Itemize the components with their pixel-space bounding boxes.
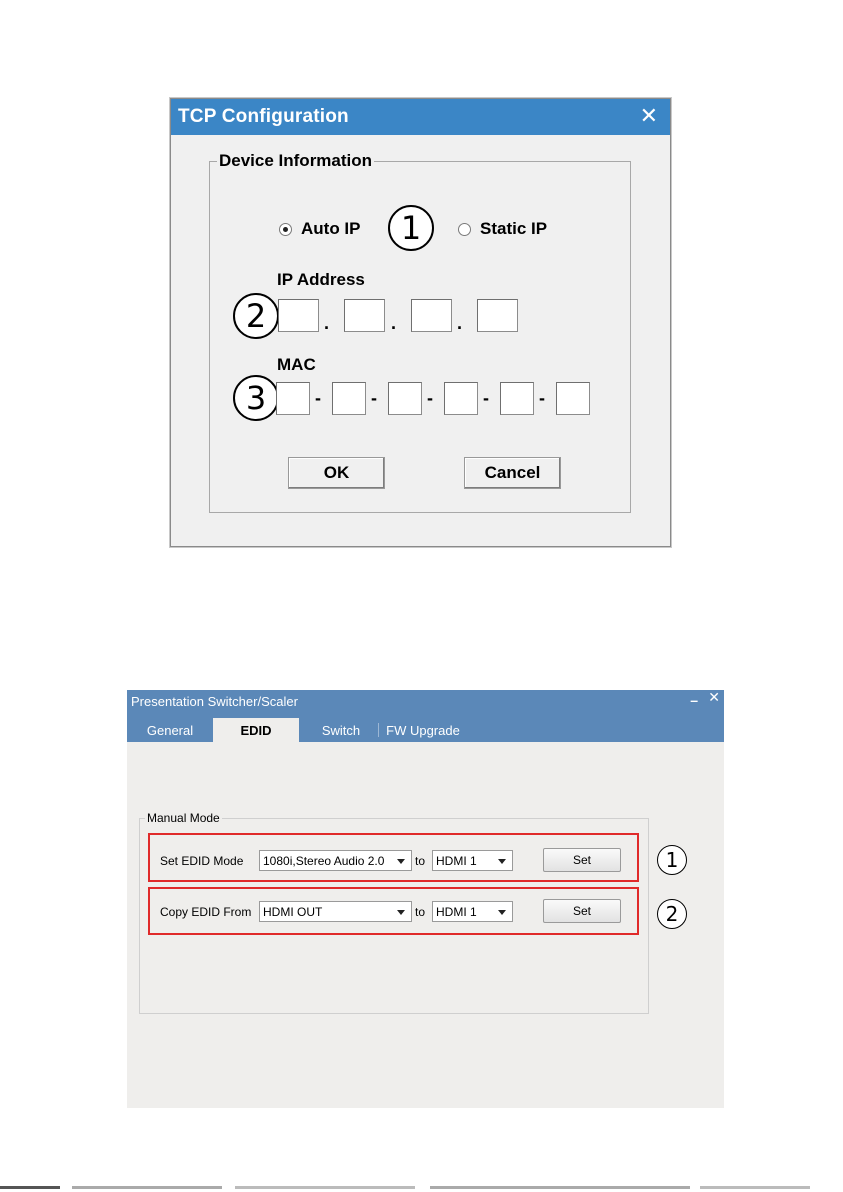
tab-edid[interactable]: EDID: [213, 718, 299, 742]
ip-octet-2-field[interactable]: [344, 299, 385, 332]
callout-1: 1: [388, 205, 434, 251]
copy-target-select[interactable]: [432, 901, 513, 922]
set-edid-mode-label: Set EDID Mode: [160, 854, 244, 868]
tab-fw-upgrade[interactable]: FW Upgrade: [386, 722, 460, 738]
auto-ip-label: Auto IP: [301, 219, 361, 238]
callout-2: 2: [657, 899, 687, 929]
mac-dash-separator: -: [427, 388, 433, 408]
mac-octet-4-field[interactable]: [444, 382, 478, 415]
chevron-down-icon: [498, 859, 506, 864]
to-label: to: [415, 905, 426, 919]
ok-button[interactable]: OK: [288, 457, 385, 489]
chevron-down-icon: [397, 910, 405, 915]
ip-address-label: IP Address: [277, 270, 365, 289]
set-edid-button[interactable]: Set: [543, 848, 621, 872]
tcp-titlebar: [171, 99, 670, 135]
auto-ip-radio[interactable]: [279, 219, 361, 239]
mac-label: MAC: [277, 355, 316, 374]
chevron-down-icon: [498, 910, 506, 915]
static-ip-radio[interactable]: [458, 219, 547, 239]
ip-octet-1-field[interactable]: [278, 299, 319, 332]
mac-octet-6-field[interactable]: [556, 382, 590, 415]
edid-mode-select[interactable]: [259, 850, 412, 871]
ip-dot-separator: .: [324, 313, 330, 333]
to-label: to: [415, 854, 426, 868]
callout-1: 1: [657, 845, 687, 875]
copy-edid-from-label: Copy EDID From: [160, 905, 252, 919]
edid-target-value: HDMI 1: [436, 853, 477, 868]
mac-octet-3-field[interactable]: [388, 382, 422, 415]
tcp-configuration-dialog: [170, 98, 671, 547]
cancel-button[interactable]: Cancel: [464, 457, 561, 489]
tcp-dialog-title: TCP Configuration: [178, 106, 349, 127]
edid-target-select[interactable]: [432, 850, 513, 871]
radio-checked-icon: [279, 223, 292, 236]
callout-2: 2: [233, 293, 279, 339]
static-ip-label: Static IP: [480, 219, 548, 238]
close-icon[interactable]: ✕: [708, 689, 720, 705]
mac-dash-separator: -: [483, 388, 489, 408]
ps-window-title: Presentation Switcher/Scaler: [131, 694, 298, 709]
tab-switch[interactable]: Switch: [321, 722, 361, 738]
copy-edid-set-button[interactable]: Set: [543, 899, 621, 923]
device-information-label: Device Information: [219, 151, 373, 170]
copy-source-select[interactable]: [259, 901, 412, 922]
ip-octet-3-field[interactable]: [411, 299, 452, 332]
callout-3: 3: [233, 375, 279, 421]
ip-dot-separator: .: [457, 313, 463, 333]
ps-titlebar: [127, 690, 724, 742]
minimize-icon[interactable]: –: [690, 692, 698, 708]
cropped-text-fragment: [0, 1186, 843, 1192]
mac-octet-5-field[interactable]: [500, 382, 534, 415]
edid-mode-value: 1080i,Stereo Audio 2.0: [263, 853, 385, 868]
tab-divider: [378, 723, 379, 737]
tab-general[interactable]: General: [146, 722, 194, 738]
mac-octet-1-field[interactable]: [276, 382, 310, 415]
chevron-down-icon: [397, 859, 405, 864]
ip-octet-4-field[interactable]: [477, 299, 518, 332]
close-icon[interactable]: ✕: [639, 103, 658, 128]
presentation-switcher-window: [127, 690, 724, 1108]
copy-target-value: HDMI 1: [436, 904, 477, 919]
radio-unchecked-icon: [458, 223, 471, 236]
mac-dash-separator: -: [539, 388, 545, 408]
mac-dash-separator: -: [315, 388, 321, 408]
ip-dot-separator: .: [391, 313, 397, 333]
manual-mode-label: Manual Mode: [147, 811, 220, 825]
mac-dash-separator: -: [371, 388, 377, 408]
mac-octet-2-field[interactable]: [332, 382, 366, 415]
copy-source-value: HDMI OUT: [263, 904, 323, 919]
